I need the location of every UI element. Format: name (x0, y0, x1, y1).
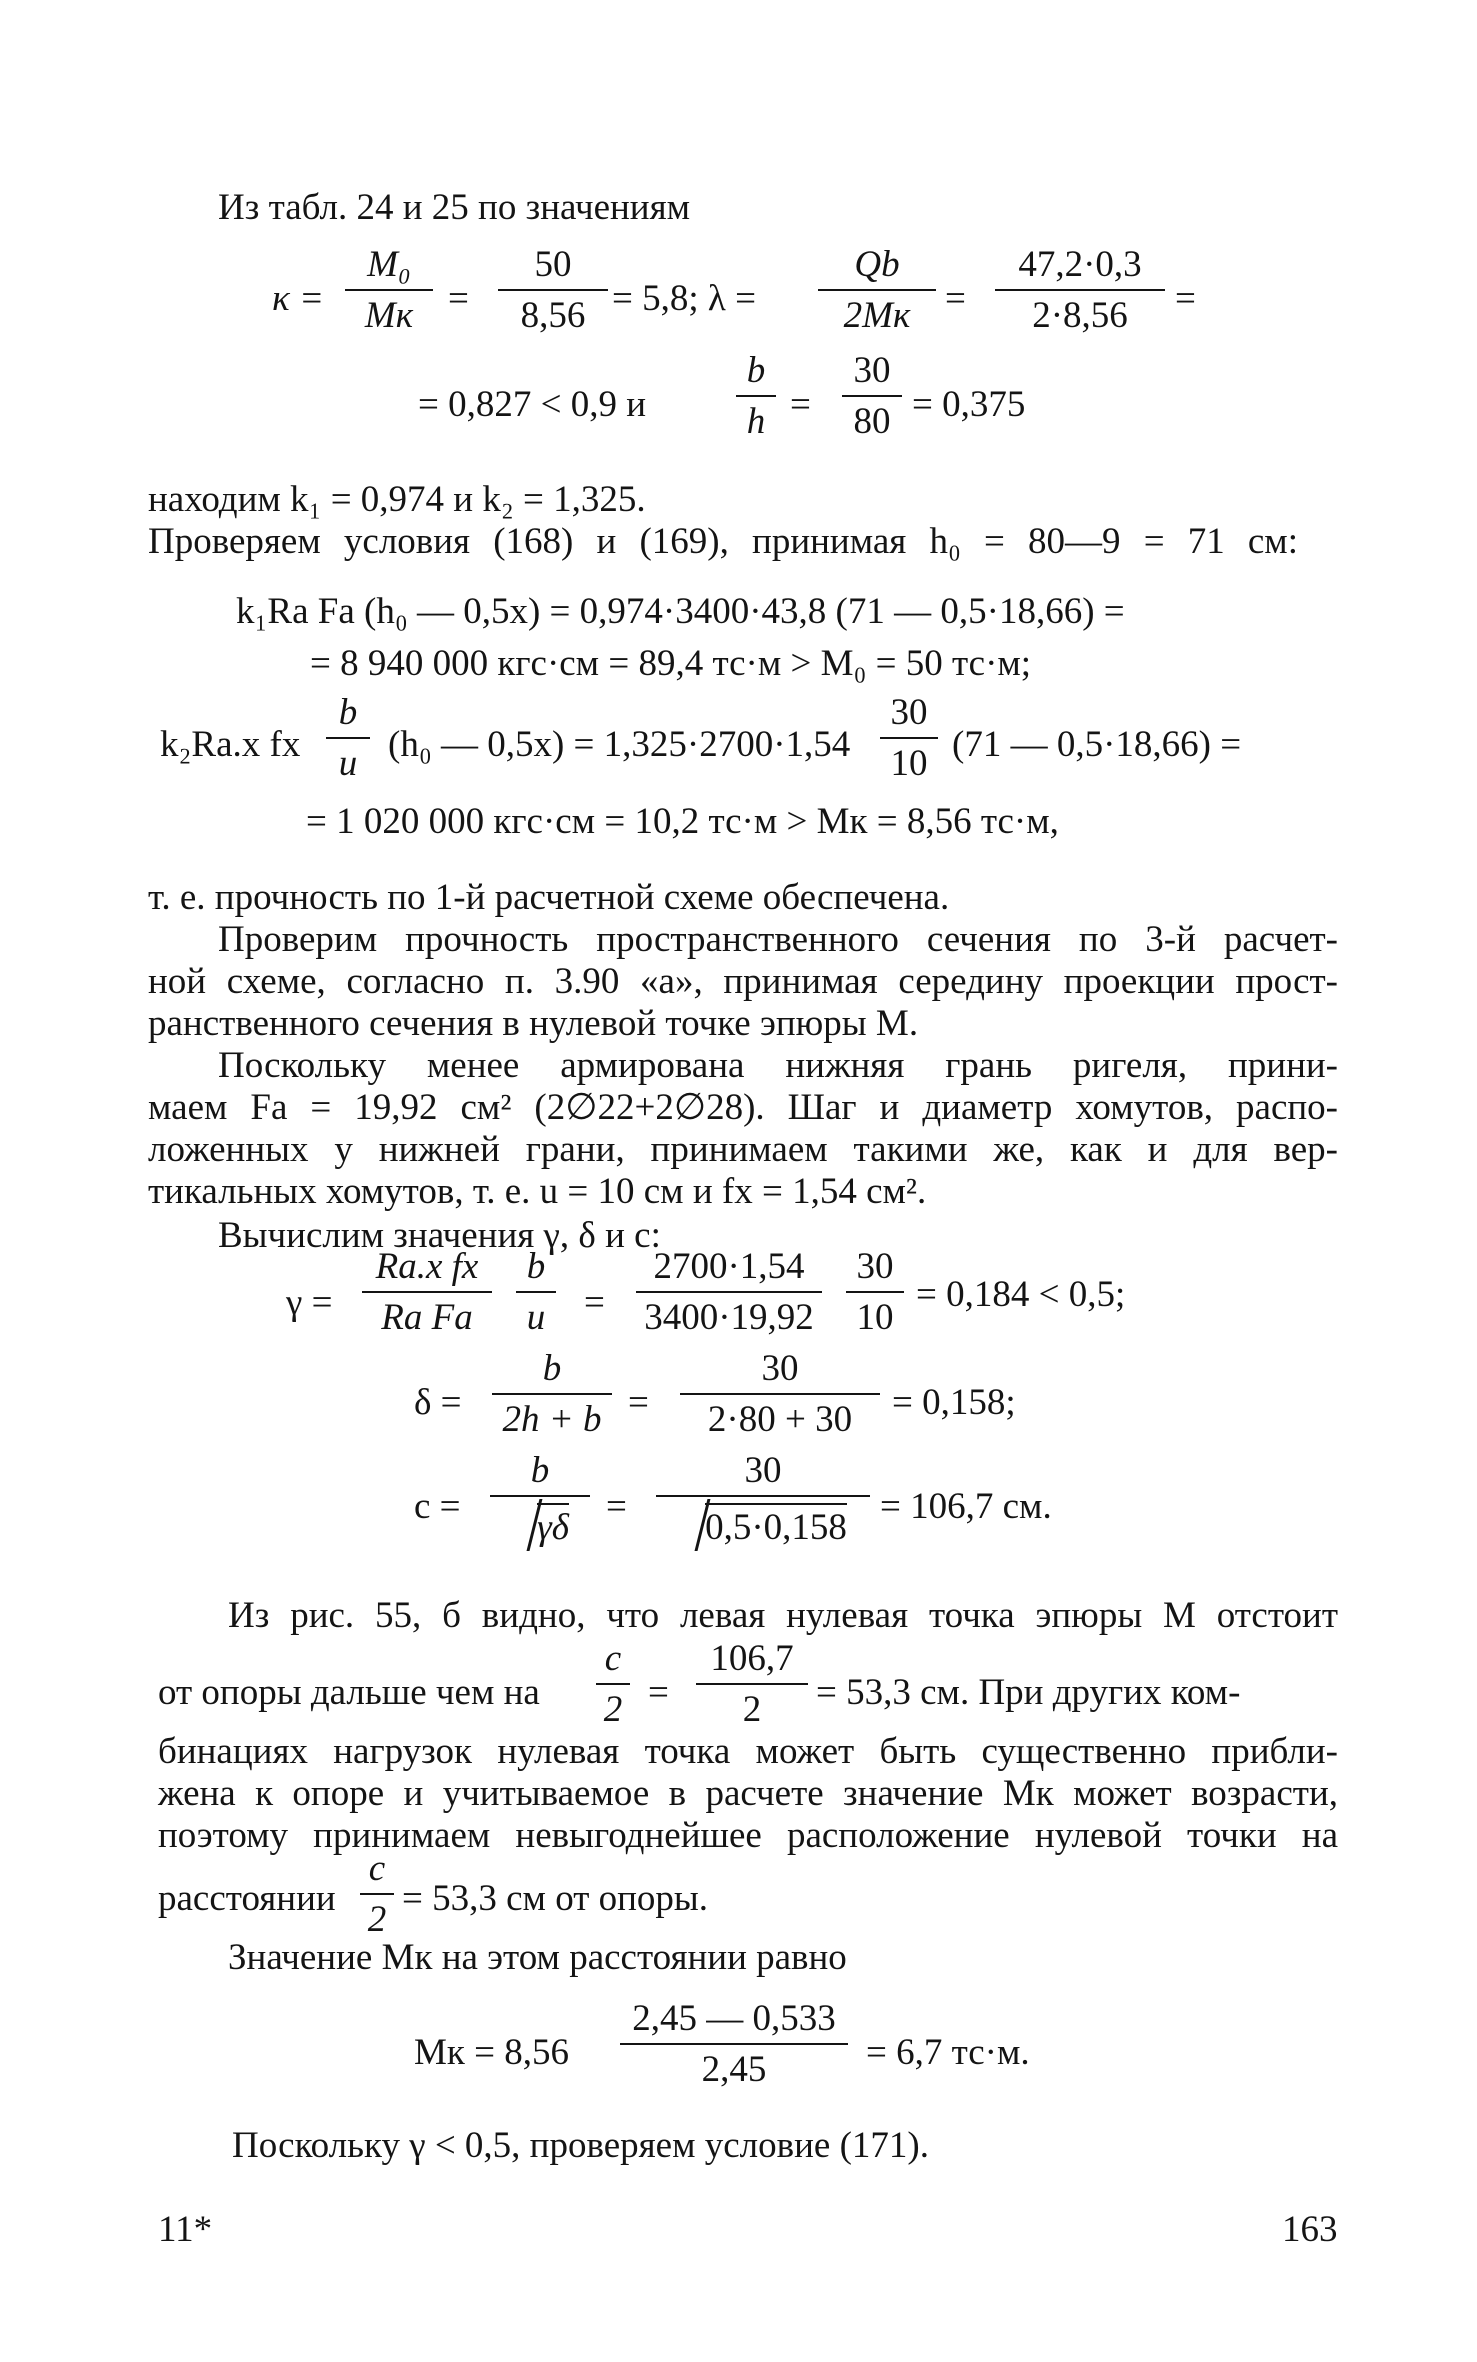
frac-numerator: Rа.х fх (375, 1246, 479, 1287)
radicand: 0,5·0,158 (705, 1503, 847, 1546)
frac-numerator: 2700·1,54 (653, 1246, 805, 1287)
equals-sign: = (945, 278, 966, 319)
frac-numerator: 30 (890, 692, 928, 733)
frac-numerator: b (746, 350, 766, 391)
frac-numerator: b (526, 1246, 546, 1287)
frac-denominator: 2 (603, 1689, 623, 1730)
paragraph-line-end: = 53,3 см. При других ком- (816, 1672, 1241, 1713)
delta-result: = 0,158; (892, 1382, 1016, 1423)
fraction-b-u (326, 694, 370, 782)
equation-line-3a: k₂Rа.х fх (160, 724, 301, 765)
paragraph-line: ной схеме, согласно п. 3.90 «а», принимая середину проекции прост- (148, 961, 1338, 1002)
equation-line-2: = 8 940 000 кгс·см = 89,4 тс·м > M₀ = 50 тс·м; (310, 643, 1032, 684)
mk-lhs: Mк = 8,56 (414, 2032, 569, 2073)
paragraph-line: бинациях нагрузок нулевая точка может быть существенно прибли- (158, 1731, 1338, 1772)
delta-lhs: δ = (414, 1382, 462, 1423)
frac-denominator: h (746, 401, 766, 442)
frac-numerator: 47,2·0,3 (1018, 244, 1142, 285)
frac-denominator (656, 1497, 870, 1546)
equation-line-1: k₁Rа Fа (h₀ — 0,5x) = 0,974·3400·43,8 (71 — 0,5·18,66) = (236, 591, 1125, 632)
fraction-472-2856 (995, 246, 1165, 334)
frac-numerator: b (542, 1348, 562, 1389)
c-lhs: c = (414, 1486, 461, 1527)
fraction-30-10 (880, 694, 938, 782)
frac-denominator: 2·8,56 (1032, 295, 1128, 336)
fraction-2700-3400 (636, 1248, 822, 1336)
paragraph-line: Из рис. 55, б видно, что левая нулевая точка эпюры M отстоит (228, 1595, 1338, 1636)
equals-sign: = (606, 1486, 627, 1527)
fraction-c-2 (360, 1850, 394, 1938)
frac-denominator: Rа Fа (381, 1297, 473, 1338)
gamma-lhs: γ = (286, 1282, 333, 1323)
frac-denominator: 80 (853, 401, 891, 442)
paragraph-compute-values: Вычислим значения γ, δ и c: (218, 1215, 661, 1256)
frac-denominator: 2h + b (502, 1399, 602, 1440)
fraction-qb-2mk (818, 246, 936, 334)
fraction-245 (620, 2000, 848, 2088)
result-ratio: = 0,375 (912, 384, 1026, 425)
frac-numerator: b (530, 1450, 550, 1491)
equals-sign: = (648, 1672, 669, 1713)
paragraph-line-end: = 53,3 см от опоры. (402, 1878, 709, 1919)
frac-denominator: 8,56 (520, 295, 586, 336)
paragraph-line-start: от опоры дальше чем на (158, 1672, 540, 1713)
frac-numerator: M₀ (367, 244, 411, 285)
frac-denominator: u (338, 743, 358, 784)
paragraph-line: Проверим прочность пространственного сечения по 3-й расчет- (218, 919, 1338, 960)
fraction-30-sqrt (656, 1452, 870, 1546)
frac-denominator: 2Mк (843, 295, 911, 336)
equals-sign: = (1175, 278, 1196, 319)
kappa-lhs: κ = (272, 278, 324, 319)
result-lambda: = 0,827 < 0,9 и (418, 384, 647, 425)
fraction-b-h (736, 352, 776, 440)
paragraph-mk-value: Значение Mк на этом расстоянии равно (228, 1937, 847, 1978)
fraction-c-2 (596, 1640, 630, 1728)
frac-denominator: 10 (856, 1297, 894, 1338)
frac-denominator: 2,45 (701, 2049, 767, 2090)
fraction-b-sqrt (490, 1452, 590, 1546)
paragraph-line: Поскольку менее армирована нижняя грань ригеля, прини- (218, 1045, 1338, 1086)
equation-line-3e: (71 — 0,5·18,66) = (952, 724, 1242, 765)
paragraph-line: ложенных у нижней грани, принимаем такими же, как и для вер- (148, 1129, 1338, 1170)
frac-numerator: 30 (761, 1348, 799, 1389)
fraction-b-u (516, 1248, 556, 1336)
frac-denominator: Mк (364, 295, 414, 336)
fraction-30-80 (842, 352, 902, 440)
paragraph-line: жена к опоре и учитываемое в расчете значение Mк может возрасти, (158, 1773, 1338, 1814)
paragraph-line: поэтому принимаем невыгоднейшее расположение нулевой точки на (158, 1815, 1338, 1856)
fraction-30-10 (846, 1248, 904, 1336)
frac-denominator: 2 (367, 1899, 387, 1940)
sqrt-symbol (679, 1503, 847, 1546)
paragraph-line: маем Fа = 19,92 см² (2∅22+2∅28). Шаг и диаметр хомутов, распо- (148, 1087, 1338, 1128)
paragraph-line: ранственного сечения в нулевой точке эпюры M. (148, 1003, 919, 1044)
frac-numerator: 2,45 — 0,533 (632, 1998, 836, 2039)
paragraph-check-171: Поскольку γ < 0,5, проверяем условие (171). (232, 2125, 929, 2166)
frac-numerator: b (338, 692, 358, 733)
frac-numerator: 30 (853, 350, 891, 391)
fraction-1067-2 (696, 1640, 808, 1728)
paragraph-line: тикальных хомутов, т. е. u = 10 см и fх = 1,54 см². (148, 1171, 927, 1212)
c-result: = 106,7 см. (880, 1486, 1052, 1527)
radicand: γδ (537, 1503, 569, 1546)
gamma-result: = 0,184 < 0,5; (916, 1274, 1126, 1315)
page-number: 163 (1282, 2209, 1338, 2250)
fraction-30-190 (680, 1350, 880, 1438)
equation-line-4: = 1 020 000 кгс·см = 10,2 тс·м > Mк = 8,56 тс·м, (306, 801, 1059, 842)
frac-denominator: 3400·19,92 (644, 1297, 814, 1338)
paragraph-strength-ok: т. е. прочность по 1-й расчетной схеме обеспечена. (148, 877, 950, 918)
frac-denominator: 2 (742, 1689, 762, 1730)
equation-line-3c: (h₀ — 0,5x) = 1,325·2700·1,54 (388, 724, 851, 765)
equals-sign: = (790, 384, 811, 425)
frac-numerator: 106,7 (710, 1638, 794, 1679)
fraction-m0-mk (345, 246, 433, 334)
paragraph-line-start: расстоянии (158, 1878, 336, 1919)
sqrt-symbol (511, 1503, 569, 1546)
frac-numerator: Qb (854, 244, 900, 285)
signature-mark: 11* (158, 2209, 213, 2250)
frac-numerator: 50 (534, 244, 572, 285)
paragraph-coefficients: находим k₁ = 0,974 и k₂ = 1,325. (148, 479, 646, 520)
frac-numerator: 30 (744, 1450, 782, 1491)
fraction-rax-fa (362, 1248, 492, 1336)
frac-denominator (490, 1497, 590, 1546)
frac-numerator: c (368, 1848, 386, 1889)
fraction-50-856 (498, 246, 608, 334)
equals-sign: = (448, 278, 469, 319)
equals-sign: = (584, 1282, 605, 1323)
result-kappa: = 5,8; λ = (612, 278, 756, 319)
paragraph-check-conditions: Проверяем условия (168) и (169), принимая h₀ = 80—9 = 71 см: (148, 521, 1298, 562)
frac-denominator: 2·80 + 30 (707, 1399, 853, 1440)
equals-sign: = (628, 1382, 649, 1423)
intro-text: Из табл. 24 и 25 по значениям (218, 187, 691, 228)
mk-result: = 6,7 тс·м. (866, 2032, 1030, 2073)
frac-numerator: 30 (856, 1246, 894, 1287)
frac-denominator: u (526, 1297, 546, 1338)
frac-denominator: 10 (890, 743, 928, 784)
fraction-b-2hb (492, 1350, 612, 1438)
frac-numerator: c (604, 1638, 622, 1679)
